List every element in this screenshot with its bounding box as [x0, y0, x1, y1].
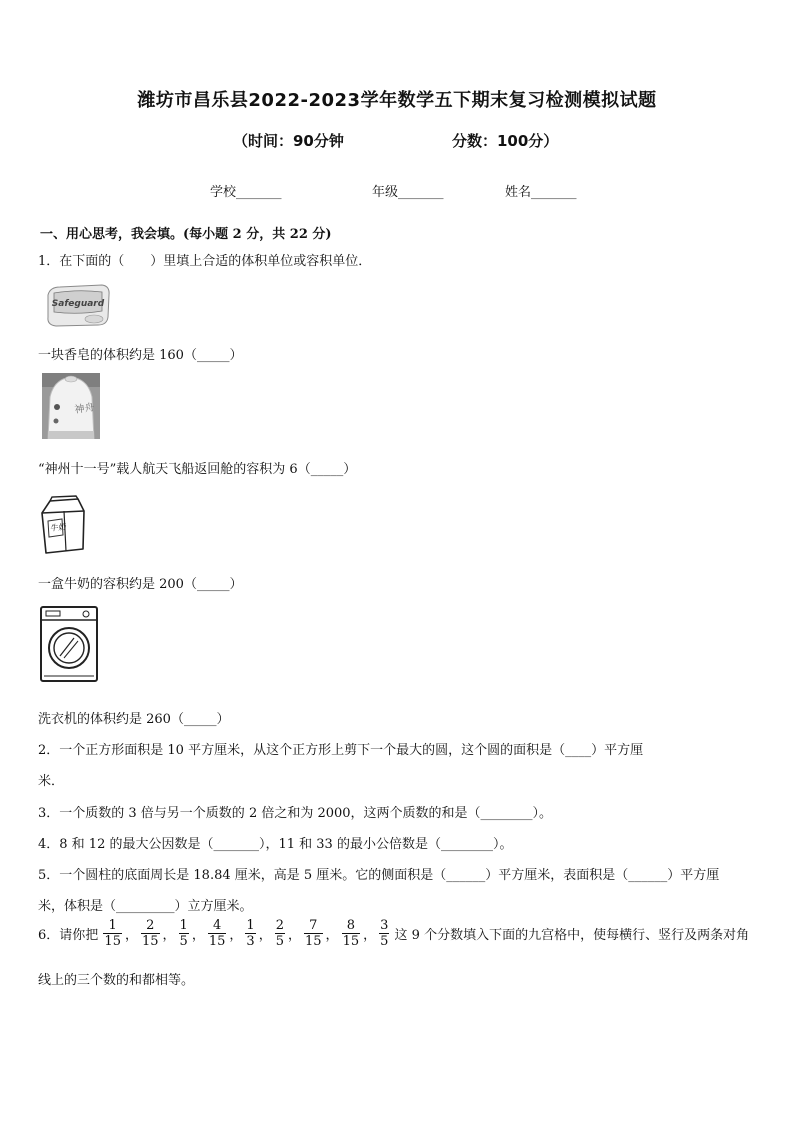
question-2-line-1: 2．一个正方形面积是 10 平方厘米，从这个正方形上剪下一个最大的圆，这个圆的面积是（____）平方厘 — [38, 743, 644, 758]
question-1-item-2: “神州十一号”载人航天飞船返回舱的容积为 6（_____） — [38, 462, 357, 477]
fraction-separator: ， — [363, 928, 377, 943]
milk-label: 牛奶 — [49, 522, 67, 533]
capsule-icon — [42, 373, 100, 439]
fraction — [342, 918, 361, 949]
fraction-denominator: 5 — [275, 934, 284, 949]
fraction-separator: ， — [229, 928, 243, 943]
fraction-denominator: 3 — [246, 934, 255, 949]
question-1-item-4: 洗衣机的体积约是 260（_____） — [38, 712, 230, 727]
fraction-numerator: 4 — [208, 918, 227, 934]
fraction — [208, 918, 227, 949]
soap-brand-label: Safeguard — [51, 299, 105, 309]
fraction-denominator: 5 — [179, 934, 188, 949]
question-6-fractions — [102, 918, 390, 949]
question-2-line-2: 米． — [38, 774, 65, 789]
question-5-line-2: 米，体积是（_________）立方厘米。 — [38, 899, 253, 914]
fraction-numerator: 1 — [179, 918, 188, 933]
fraction — [275, 918, 285, 949]
fraction-separator: ， — [124, 928, 138, 943]
exam-time: （时间：90分钟 — [233, 132, 344, 150]
milk-carton-icon — [36, 495, 88, 555]
fraction-numerator: 2 — [141, 918, 160, 934]
fraction-numerator: 3 — [380, 918, 389, 933]
fraction — [379, 918, 389, 949]
page-title: 潍坊市昌乐县2022-2023学年数学五下期末复习检测模拟试题 — [137, 90, 657, 111]
question-1-stem: 1．在下面的（ ）里填上合适的体积单位或容积单位． — [38, 254, 372, 269]
name-field[interactable]: 姓名_______ — [505, 185, 577, 200]
fraction-numerator: 2 — [275, 918, 284, 933]
fraction-separator: ， — [258, 928, 272, 943]
question-6-line-1 — [38, 918, 749, 949]
question-6-line-2: 线上的三个数的和都相等。 — [38, 973, 195, 988]
fraction-denominator: 5 — [380, 934, 389, 949]
question-3: 3．一个质数的 3 倍与另一个质数的 2 倍之和为 2000，这两个质数的和是（________）。 — [38, 806, 553, 821]
fraction-denominator: 15 — [141, 934, 159, 949]
school-field[interactable]: 学校_______ — [210, 185, 282, 200]
fraction — [245, 918, 255, 949]
fraction-denominator: 15 — [305, 934, 322, 949]
fraction — [141, 918, 160, 949]
question-1-item-1: 一块香皂的体积约是 160（_____） — [38, 348, 243, 363]
fraction-numerator: 7 — [304, 918, 323, 934]
fraction-denominator: 15 — [208, 934, 226, 949]
question-6-prefix: 6．请你把 — [38, 928, 99, 943]
question-1-item-3: 一盒牛奶的容积约是 200（_____） — [38, 577, 243, 592]
fraction-numerator: 1 — [103, 918, 122, 934]
fraction-denominator: 15 — [104, 934, 121, 949]
question-5-line-1: 5．一个圆柱的底面周长是 18.84 厘米，高是 5 厘米。它的侧面积是（______）平方厘米，表面积是（______）平方厘 — [38, 868, 720, 883]
fraction — [179, 918, 189, 949]
capsule-label: 神舟 — [73, 402, 96, 416]
fraction — [304, 918, 323, 949]
grade-field[interactable]: 年级_______ — [372, 185, 444, 200]
fraction-separator: ， — [287, 928, 301, 943]
fraction-numerator: 1 — [246, 918, 255, 933]
fraction-separator: ， — [162, 928, 176, 943]
fraction-separator: ， — [191, 928, 205, 943]
soap-icon — [44, 281, 112, 329]
exam-score: 分数：100分） — [452, 132, 559, 150]
fraction — [103, 918, 122, 949]
question-4: 4．8 和 12 的最大公因数是（_______），11 和 33 的最小公倍数是（________）。 — [38, 837, 513, 852]
question-6-suffix: 这 9 个分数填入下面的九宫格中，使每横行、竖行及两条对角 — [394, 928, 750, 943]
fraction-numerator: 8 — [342, 918, 361, 934]
section-heading: 一、用心思考，我会填。(每小题 2 分，共 22 分) — [40, 227, 332, 242]
fraction-denominator: 15 — [342, 934, 360, 949]
washing-machine-icon — [38, 604, 100, 684]
fraction-separator: ， — [325, 928, 339, 943]
